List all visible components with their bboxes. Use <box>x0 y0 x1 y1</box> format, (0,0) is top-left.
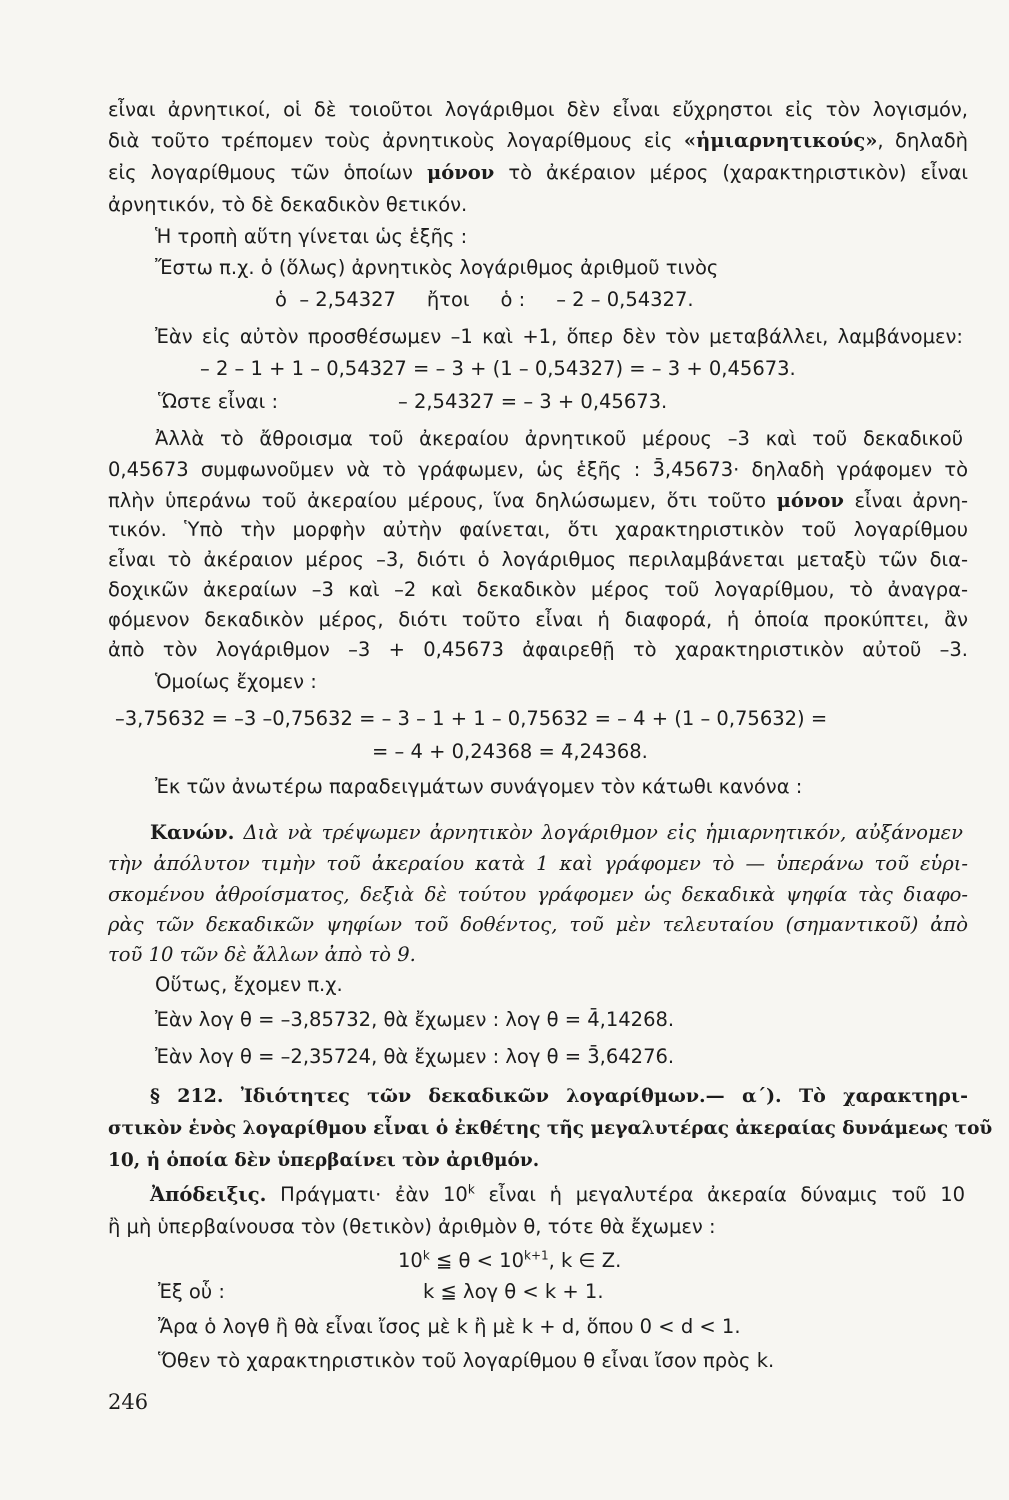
line-text: ἢ μὴ ὑπερβαίνουσα τὸν (θετικὸν) ἀριθμὸν θ, τότε θὰ ἔχωμεν : <box>108 1215 716 1238</box>
rule-title: Κανών. <box>150 821 235 844</box>
math-line <box>200 354 1009 383</box>
line-text: Ἡ τροπὴ αὕτη γίνεται ὡς ἑξῆς : <box>155 225 468 248</box>
text-line <box>108 545 968 574</box>
section-heading <box>150 1082 968 1111</box>
text-line <box>108 126 968 155</box>
line-text: εἶναι ἡ μεγαλυτέρα ἀκεραία δύναμις τοῦ 10 <box>474 1183 966 1206</box>
line-text: Ἐκ τῶν ἀνωτέρω παραδειγμάτων συνάγομεν τὸν κάτωθι κανόνα : <box>155 775 803 798</box>
math-line <box>155 1042 1009 1071</box>
line-text: Ἔστω π.χ. ὁ (ὅλως) ἀρνητικὸς λογάριθμος ἀριθμοῦ τινὸς <box>155 256 719 279</box>
line-text: Ὅθεν τὸ χαρακτηριστικὸν τοῦ λογαρίθμου θ εἶναι ἴσον πρὸς k. <box>158 1349 775 1372</box>
text-line <box>155 772 1009 801</box>
math-line <box>372 737 1009 766</box>
text-line <box>155 322 963 351</box>
line-text: – 2 – 1 + 1 – 0,54327 = – 3 + (1 – 0,54327) = – 3 + 0,45673. <box>200 357 796 380</box>
rule-line <box>108 880 968 909</box>
line-text: Ἀλλὰ τὸ ἄθροισμα τοῦ ἀκεραίου ἀρνητικοῦ μέρους –3 καὶ τοῦ δεκαδικοῦ <box>155 427 963 450</box>
text-line <box>108 95 968 124</box>
line-text: 0,45673 συμφωνοῦμεν νὰ τὸ γράφωμεν, ὡς ἑξῆς : 3̄,45673· δηλαδὴ γράφομεν τὸ <box>108 458 968 481</box>
line-text: 10 <box>398 1249 423 1272</box>
line-text: k ≦ λογ θ < k + 1. <box>423 1280 604 1303</box>
line-text: τὴν ἀπόλυτον τιμὴν τοῦ ἀκεραίου κατὰ 1 καὶ γράφομεν τὸ — ὑπεράνω τοῦ εὑρι- <box>108 852 968 875</box>
line-text: διὰ τοῦτο τρέπομεν τοὺς ἀρνητικοὺς λογαρίθμους εἰς <box>108 129 684 152</box>
math-line <box>275 285 1009 314</box>
text-line <box>108 605 968 634</box>
line-text: ἀρνητικόν, τὸ δὲ δεκαδικὸν θετικόν. <box>108 193 468 216</box>
line-text: σκομένου ἀθροίσματος, δεξιὰ δὲ τούτου γράφομεν ὡς δεκαδικὰ ψηφία τὰς διαφο- <box>108 883 968 906</box>
line-text: , δηλαδὴ <box>877 129 968 152</box>
text-line <box>155 667 1009 696</box>
line-text: Πράγματι· ἐὰν 10 <box>266 1183 468 1206</box>
line-text: Ἄρα ὁ λογθ ἢ θὰ εἶναι ἴσος μὲ k ἢ μὲ k + d, ὅπου 0 < d < 1. <box>158 1315 741 1338</box>
math-line <box>158 1277 858 1306</box>
text-line <box>158 1312 1009 1341</box>
superscript: k <box>422 1248 430 1263</box>
line-text: Ὥστε εἶναι : <box>158 390 279 413</box>
line-text: στικὸν ἑνὸς λογαρίθμου εἶναι ὁ ἐκθέτης τῆς μεγαλυτέρας ἀκεραίας δυνάμεως τοῦ <box>108 1118 993 1139</box>
section-line <box>108 1114 993 1143</box>
text-line <box>155 424 963 453</box>
section-line <box>108 1146 968 1175</box>
bold-term: μόνον <box>426 161 495 184</box>
line-text: Ὁμοίως ἔχομεν : <box>155 670 317 693</box>
line-text: Ἐὰν εἰς αὐτὸν προσθέσωμεν –1 καὶ +1, ὅπερ δὲν τὸν μεταβάλλει, λαμβάνομεν: <box>155 325 963 348</box>
text-line <box>155 253 1009 282</box>
text-line <box>108 1212 968 1241</box>
text-line <box>155 222 1009 251</box>
line-text: = – 4 + 0,24368 = 4̄,24368. <box>372 740 648 763</box>
bold-term: «ἡμιαρνητικούς» <box>683 129 878 152</box>
superscript: k <box>467 1182 475 1197</box>
text-line <box>108 575 968 604</box>
line-text: εἶναι τὸ ἀκέραιον μέρος –3, διότι ὁ λογάριθμος περιλαμβάνεται μεταξὺ τῶν δια- <box>108 548 968 571</box>
line-text: τοῦ 10 τῶν δὲ ἄλλων ἀπὸ τὸ 9. <box>108 943 416 966</box>
line-text: τὸ ἀκέραιον μέρος (χαρακτηριστικὸν) εἶναι <box>494 161 968 184</box>
rule-line <box>108 910 968 939</box>
line-text: ρὰς τῶν δεκαδικῶν ψηφίων τοῦ δοθέντος, τοῦ μὲν τελευταίου (σημαντικοῦ) ἀπὸ <box>108 913 968 936</box>
rule-line <box>108 849 968 878</box>
line-text: — α΄). Τὸ χαρακτηρι- <box>705 1085 968 1107</box>
line-text: εἰς λογαρίθμους τῶν ὁποίων <box>108 161 427 184</box>
line-text: εἶναι ἀρνη- <box>843 489 968 512</box>
text-line <box>108 515 968 544</box>
proof-title: Ἀπόδειξις. <box>150 1183 267 1206</box>
text-line <box>108 190 968 219</box>
bold-term: μόνον <box>776 489 844 512</box>
text-line <box>108 455 968 484</box>
line-text: Ἐξ οὗ : <box>158 1280 225 1303</box>
text-line <box>158 1346 1009 1375</box>
line-text: , k ∈ Z. <box>548 1249 622 1272</box>
superscript: k+1 <box>524 1248 549 1263</box>
section-title: § 212. Ἰδιότητες τῶν δεκαδικῶν λογαρίθμων. <box>150 1085 706 1107</box>
text-line <box>108 635 968 664</box>
line-text: ἀπὸ τὸν λογάριθμον –3 + 0,45673 ἀφαιρεθῇ τὸ χαρακτηριστικὸν αὐτοῦ –3. <box>108 638 968 661</box>
math-line <box>155 1005 1009 1034</box>
line-text: Ἐὰν λογ θ = –3,85732, θὰ ἔχωμεν : λογ θ = 4̄,14268. <box>155 1008 675 1031</box>
line-text: Διὰ νὰ τρέψωμεν ἀρνητικὸν λογάριθμον εἰς ἡμιαρνητικόν, αὐξάνομεν <box>234 821 963 844</box>
line-text: τικόν. Ὑπὸ τὴν μορφὴν αὐτὴν φαίνεται, ὅτι χαρακτηριστικὸν τοῦ λογαρίθμου <box>108 518 968 541</box>
text-line <box>150 1180 965 1209</box>
text-line <box>108 486 968 515</box>
line-text: – 2,54327 = – 3 + 0,45673. <box>398 390 668 413</box>
line-text: ὁ – 2,54327 ἤτοι ὁ : – 2 – 0,54327. <box>275 288 694 311</box>
text-line <box>108 158 968 187</box>
page-number: 246 <box>108 1390 149 1414</box>
text-line <box>155 970 1009 999</box>
rule-line <box>108 940 968 969</box>
math-line <box>158 387 958 416</box>
math-line <box>115 704 975 733</box>
line-text: εἶναι ἀρνητικοί, οἱ δὲ τοιοῦτοι λογάριθμοι δὲν εἶναι εὔχρηστοι εἰς τὸν λογισμόν, <box>108 98 968 121</box>
line-text: 10, ἡ ὁποία δὲν ὑπερβαίνει τὸν ἀριθμόν. <box>108 1150 540 1171</box>
line-text: Οὕτως, ἔχομεν π.χ. <box>155 973 343 996</box>
line-text: δοχικῶν ἀκεραίων –3 καὶ –2 καὶ δεκαδικὸν μέρος τοῦ λογαρίθμου, τὸ ἀναγρα- <box>108 578 968 601</box>
line-text: ≦ θ < 10 <box>429 1249 524 1272</box>
line-text: –3,75632 = –3 –0,75632 = – 3 – 1 + 1 – 0,75632 = – 4 + (1 – 0,75632) = <box>115 707 828 730</box>
line-text: φόμενον δεκαδικὸν μέρος, διότι τοῦτο εἶναι ἡ διαφορά, ἡ ὁποία προκύπτει, ἂν <box>108 608 968 631</box>
line-text: Ἐὰν λογ θ = –2,35724, θὰ ἔχωμεν : λογ θ = 3̄,64276. <box>155 1045 675 1068</box>
math-line <box>398 1246 1009 1275</box>
rule-line <box>150 818 963 847</box>
line-text: πλὴν ὑπεράνω τοῦ ἀκεραίου μέρους, ἵνα δηλώσωμεν, ὅτι τοῦτο <box>108 489 777 512</box>
